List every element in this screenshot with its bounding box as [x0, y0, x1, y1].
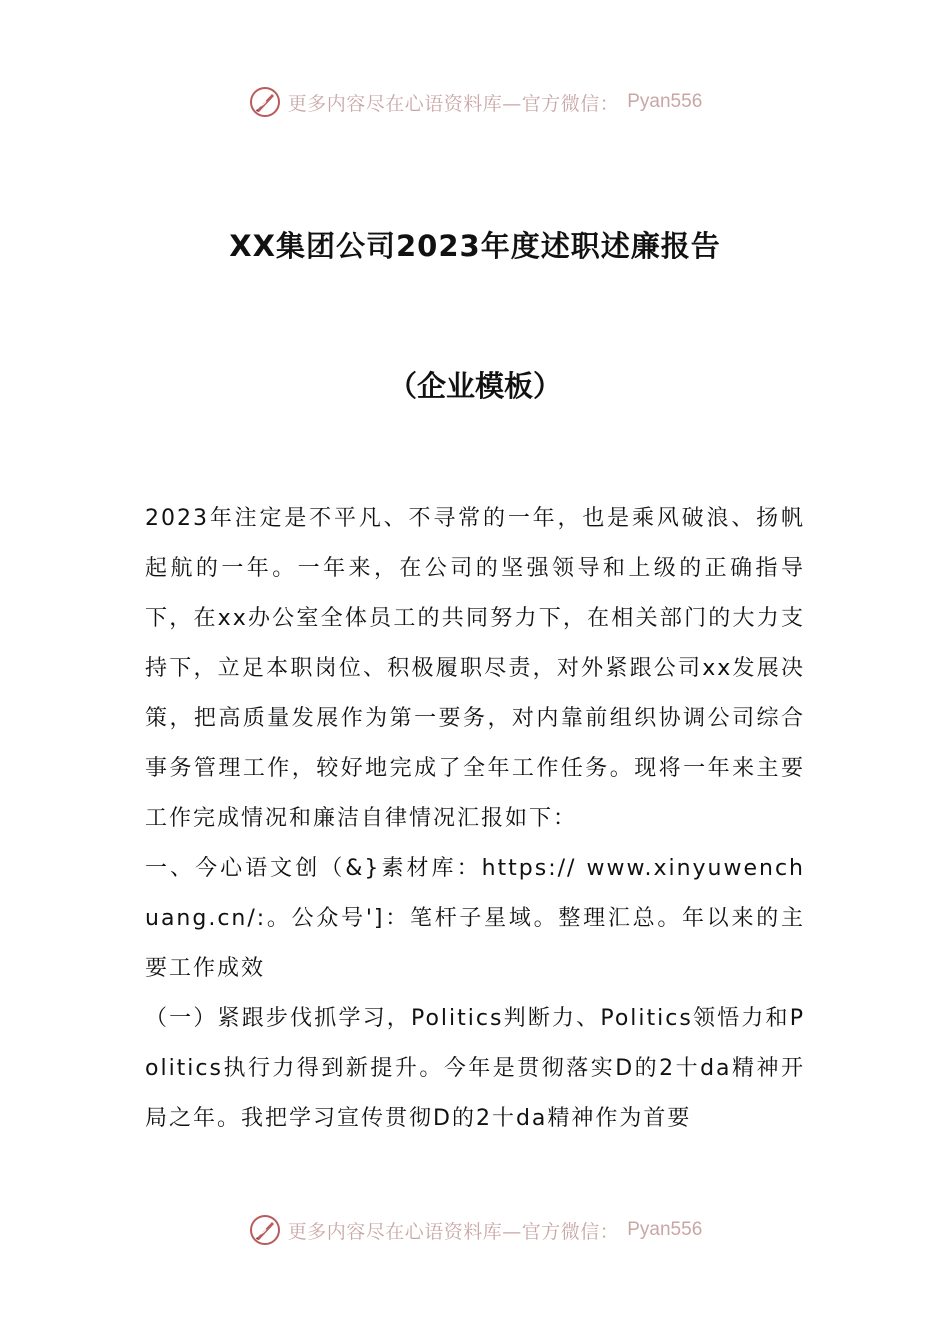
watermark-text: 更多内容尽在心语资料库—官方微信： [287, 1220, 620, 1243]
quill-pen-logo-icon [248, 85, 282, 119]
quill-pen-logo-icon [248, 1213, 282, 1247]
watermark-wechat-id: Pyan556 [627, 1219, 703, 1240]
watermark-wechat-id: Pyan556 [627, 91, 703, 112]
watermark-text: 更多内容尽在心语资料库—官方微信： [287, 92, 620, 115]
document-title: XX集团公司2023年度述职述廉报告 [229, 229, 721, 263]
body-paragraph-subsection: （一）紧跟步伐抓学习，Politics判断力、Politics领悟力和Politics执行力得到新提升。今年是贯彻落实D的2十da精神开局之年。我把学习宣传贯彻D的2十da精神作为首要 [145, 1006, 805, 1131]
body-paragraph-intro: 2023年注定是不平凡、不寻常的一年，也是乘风破浪、扬帆起航的一年。一年来，在公司的坚强领导和上级的正确指导下，在xx办公室全体员工的共同努力下，在相关部门的大力支持下，立足本职岗位、积极履职尽责，对外紧跟公司xx发展决策，把高质量发展作为第一要务，对内靠前组织协调公司综合事务管理工作，较好地完成了全年工作任务。现将一年来主要工作完成情况和廉洁自律情况汇报如下： [145, 506, 805, 831]
document-subtitle: （企业模板） [387, 369, 562, 403]
footer-watermark [248, 1213, 703, 1247]
footer-watermark-banner [0, 1210, 950, 1250]
body-paragraph-section-heading: 一、今心语文创（&}素材库：https:// www.xinyuwenchuang.cn/:。公众号']：笔杆子星域。整理汇总。年以来的主要工作成效 [145, 856, 805, 981]
document-body [145, 494, 805, 1144]
header-watermark [248, 85, 703, 119]
header-watermark-banner [0, 82, 950, 122]
